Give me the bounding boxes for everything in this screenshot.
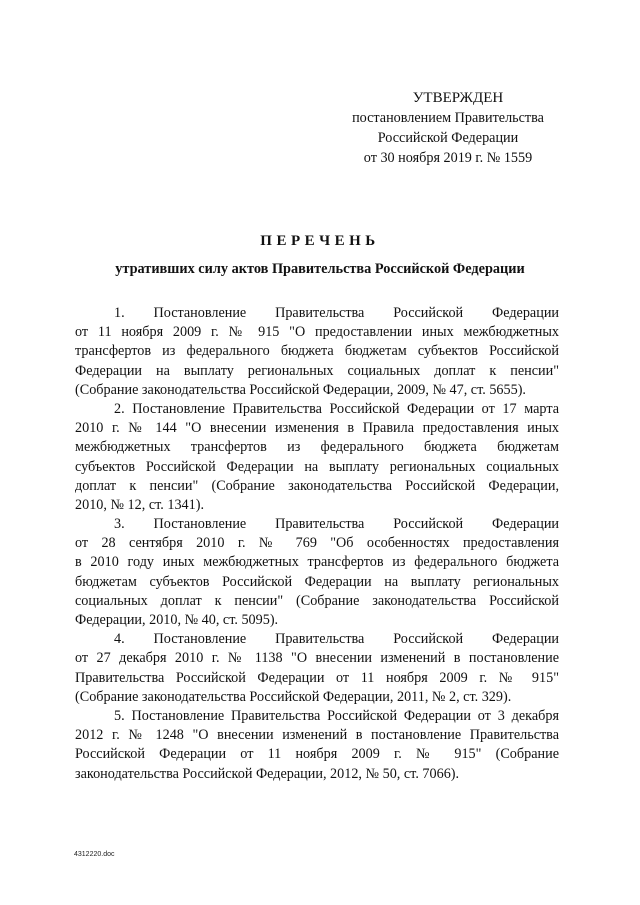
list-item-line: от 11 ноября 2009 г. № 915 "О предоставлении иных межбюджетных <box>75 324 559 341</box>
list-item-line: 2012 г. № 1248 "О внесении изменений в постановление Правительства <box>75 727 559 744</box>
list-item-line: Российской Федерации от 11 ноября 2009 г. № 915" (Собрание <box>75 746 559 763</box>
list-item-line: от 27 декабря 2010 г. № 1138 "О внесении изменений в постановление <box>75 650 559 667</box>
list-item-line: законодательства Российской Федерации, 2012, № 50, ст. 7066). <box>75 765 460 782</box>
list-item-line: бюджетам субъектов Российской Федерации на выплату региональных <box>75 573 559 590</box>
list-item-line: 2010, № 12, ст. 1341). <box>75 496 205 513</box>
document-title: ПЕРЕЧЕНЬ <box>260 233 380 249</box>
list-item-line: от 28 сентября 2010 г. № 769 "Об особенностях предоставления <box>75 535 559 552</box>
list-item-line: 5. Постановление Правительства Российской Федерации от 3 декабря <box>114 707 559 724</box>
list-item-line: 1. Постановление Правительства Российской Федерации <box>114 305 559 321</box>
list-item-line: в 2010 году иных межбюджетных трансфертов из федерального бюджета <box>75 554 559 571</box>
list-item-line: доплат к пенсии" (Собрание законодательства Российской Федерации, <box>75 477 559 494</box>
approval-heading: УТВЕРЖДЕН <box>412 90 504 106</box>
list-item <box>75 630 559 707</box>
list-item <box>75 707 559 784</box>
list-item-line: 3. Постановление Правительства Российской Федерации <box>114 516 559 533</box>
list-of-acts <box>75 304 559 784</box>
list-item <box>75 304 559 400</box>
approval-line: постановлением Правительства <box>352 110 544 126</box>
approval-line: Российской Федерации <box>377 130 519 146</box>
approval-block <box>328 88 568 168</box>
list-item-line: Правительства Российской Федерации от 11 ноября 2009 г. № 915" <box>75 669 559 686</box>
file-name-footer: 4312220.doc <box>74 851 115 858</box>
list-item-line: Федерации, 2010, № 40, ст. 5095). <box>75 612 279 628</box>
list-item-line: социальных доплат к пенсии" (Собрание законодательства Российской <box>75 592 559 609</box>
list-item-line: Федерации на выплату региональных социальных доплат к пенсии" <box>75 362 559 379</box>
list-item-line: межбюджетных трансфертов из федерального бюджета бюджетам <box>75 439 559 456</box>
approval-date-number: от 30 ноября 2019 г. № 1559 <box>363 150 533 166</box>
list-item-line: 4. Постановление Правительства Российской Федерации <box>114 631 559 648</box>
list-item-line: (Собрание законодательства Российской Федерации, 2009, № 47, ст. 5655). <box>75 381 526 398</box>
list-item <box>75 400 559 515</box>
list-item <box>75 515 559 630</box>
document-subtitle: утративших силу актов Правительства Российской Федерации <box>115 261 525 277</box>
list-item-line: трансфертов из федерального бюджета бюджетам субъектов Российской <box>75 343 559 360</box>
list-item-line: 2010 г. № 144 "О внесении изменения в Правила предоставления иных <box>75 420 559 437</box>
list-item-line: 2. Постановление Правительства Российской Федерации от 17 марта <box>114 400 559 417</box>
list-item-line: (Собрание законодательства Российской Федерации, 2011, № 2, ст. 329). <box>75 688 512 705</box>
list-item-line: субъектов Российской Федерации на выплату региональных социальных <box>75 458 559 475</box>
